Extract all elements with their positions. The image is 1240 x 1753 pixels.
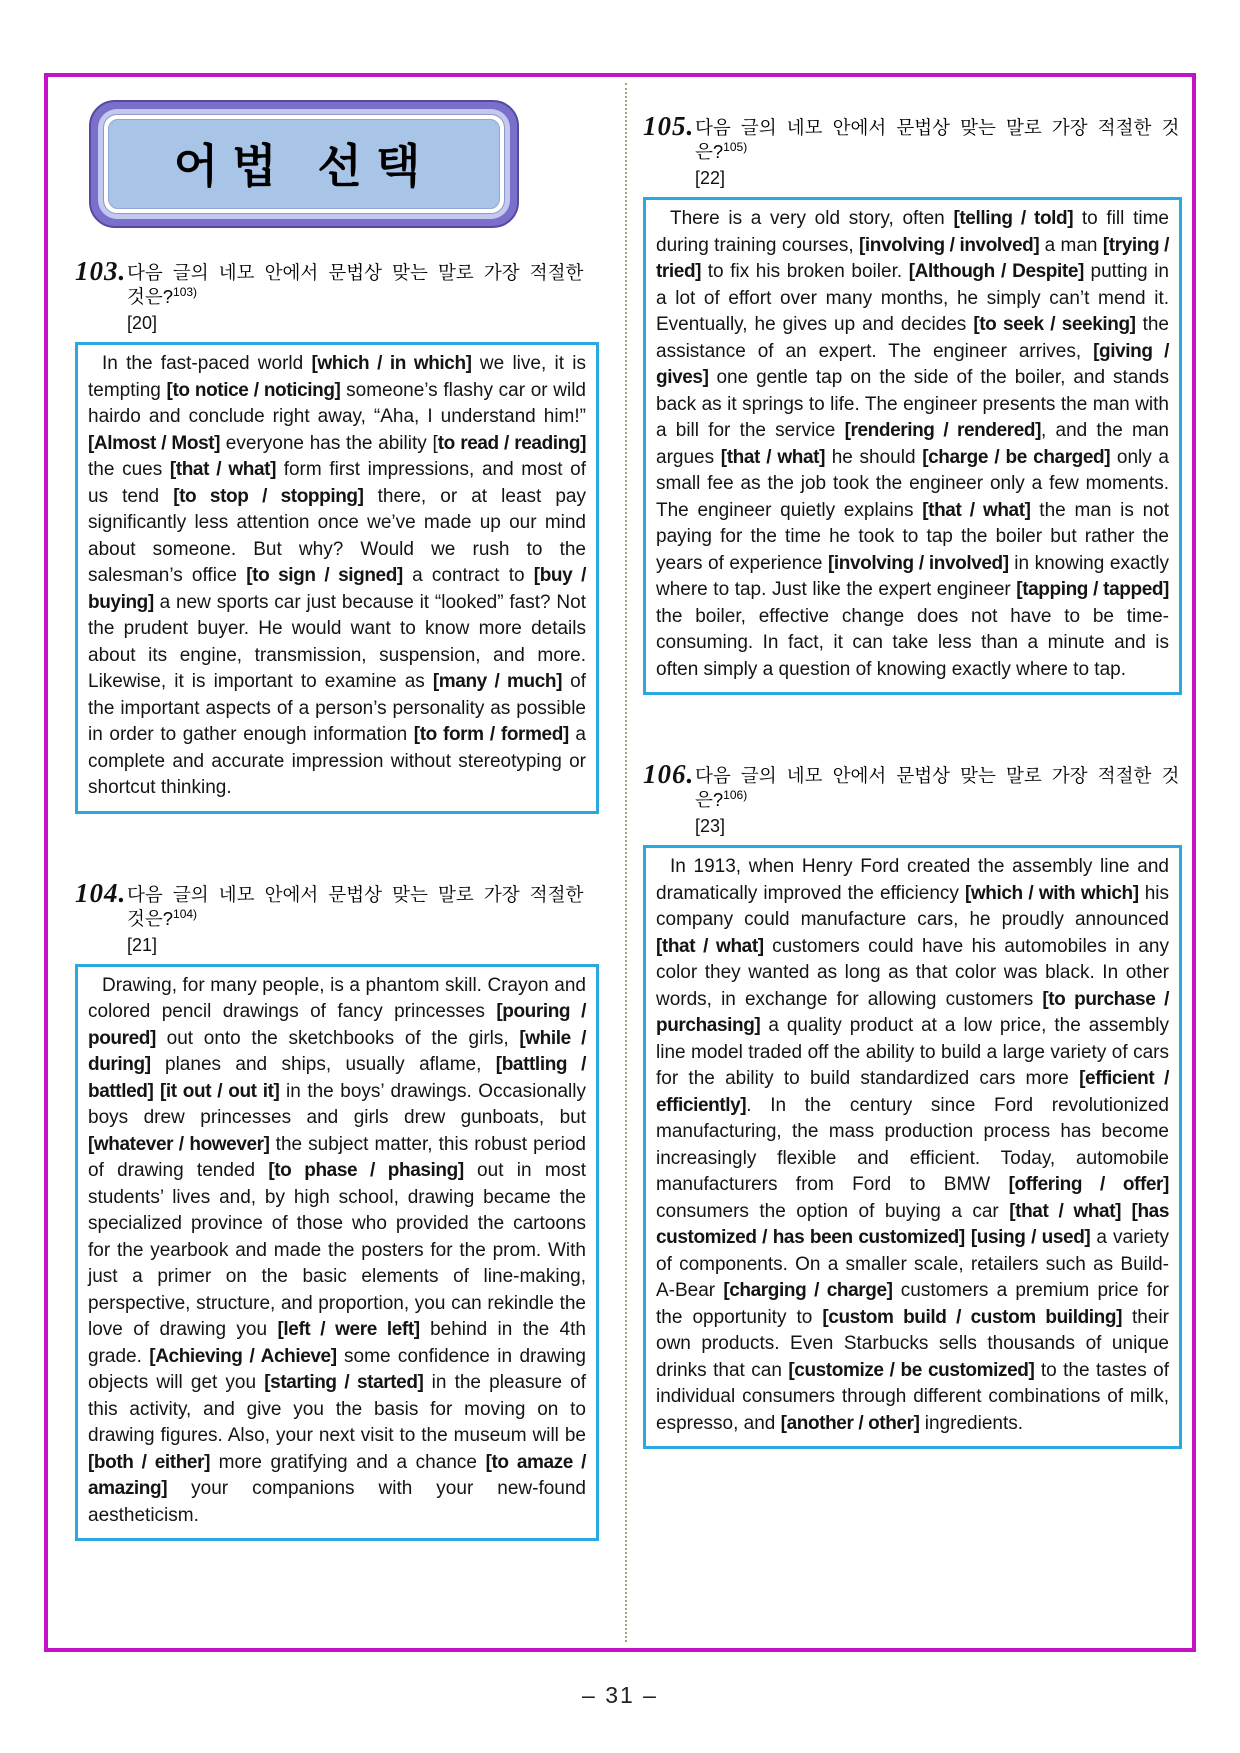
passage-text: ingredients. xyxy=(919,1412,1024,1434)
passage-text: your companions with your new-found aestheticism. xyxy=(88,1478,586,1526)
passage-text: their own products. Even Starbucks sells thousands of unique drinks that can xyxy=(656,1306,1169,1381)
grammar-choice: [efficient / efficiently] xyxy=(656,1068,1170,1116)
right-column xyxy=(627,77,1192,1648)
passage-box xyxy=(75,342,599,814)
passage-text: a contract to xyxy=(402,565,534,586)
grammar-choice: [which / in which] xyxy=(311,353,472,374)
passage-text: customers a premium price for the opportunity to xyxy=(656,1280,1169,1328)
question-tag: [23] xyxy=(695,816,726,836)
passage-text: to the tastes of individual consumers through different combinations of milk, espresso, and xyxy=(656,1359,1169,1434)
title-banner-mid-ring xyxy=(98,109,510,219)
question-tag: [20] xyxy=(127,313,158,333)
passage-text: a variety of components. On a smaller scale, retailers such as Build-A-Bear xyxy=(656,1227,1170,1301)
question-106-header xyxy=(643,761,1182,838)
grammar-choice: to read / reading] xyxy=(437,432,586,454)
passage-box xyxy=(75,964,599,1542)
prompt-text: 다음 글의 네모 안에서 문법상 맞는 말로 가장 적절한 것은? xyxy=(127,883,584,929)
passage-text: Drawing, for many people, is a phantom skill. Crayon and colored pencil drawings of fancy princesses xyxy=(88,974,586,1022)
grammar-choice: [both / either] xyxy=(88,1451,211,1473)
page-number: – 31 – xyxy=(582,1682,658,1708)
prompt-text: 다음 글의 네모 안에서 문법상 맞는 말로 가장 적절한 것은? xyxy=(127,262,584,307)
passage-text: there, or at least pay significantly less attention once we’ve made up our mind about someone. But why? Would we rush to the salesman’s office xyxy=(88,485,586,586)
passage-text: one gentle tap on the side of the boiler, and stands back as it springs to life. The engineer presents the man with a bill for the service xyxy=(656,367,1169,441)
grammar-choice: [whatever / however] xyxy=(88,1133,270,1155)
passage-text: we live, it is tempting xyxy=(88,353,586,401)
grammar-choice: [giving / gives] xyxy=(656,340,1170,388)
footnote-marker: 103) xyxy=(173,284,198,299)
grammar-choice: [charge / be charged] xyxy=(922,446,1111,468)
passage-text xyxy=(1121,1201,1131,1222)
passage-text: out onto the sketchbooks of the girls, xyxy=(155,1027,520,1049)
passage-box xyxy=(643,845,1182,1449)
passage-text: form first impressions, and most of us tend xyxy=(88,459,586,507)
grammar-choice: [another / other] xyxy=(780,1412,920,1434)
footnote-marker: 105) xyxy=(723,139,748,154)
passage-text: the subject matter, this robust period of drawing tended xyxy=(88,1133,586,1181)
question-prompt-wrap xyxy=(695,761,1182,838)
grammar-choice: [to purchase / purchasing] xyxy=(656,988,1169,1036)
passage-text: of the important aspects of a person’s personality as possible in order to gather enough information xyxy=(88,671,586,745)
prompt-text: 다음 글의 네모 안에서 문법상 맞는 말로 가장 적절한 것은? xyxy=(695,117,1180,162)
question-prompt xyxy=(127,884,583,929)
passage-text: , and the man argues xyxy=(656,420,1169,468)
grammar-choice: [offering / offer] xyxy=(1008,1174,1169,1195)
grammar-choice: [involving / involved] xyxy=(827,552,1009,574)
grammar-choice: [to phase / phasing] xyxy=(268,1160,464,1181)
grammar-choice: [to notice / noticing] xyxy=(166,379,341,401)
grammar-choice: [pouring / poured] xyxy=(88,1001,586,1049)
grammar-choice: [Although / Despite] xyxy=(908,261,1084,282)
passage-text: only a small fee as the job took the engineer only a few moments. The engineer quietly explains xyxy=(656,446,1170,521)
passage-text: the man is not paying for the time he took to tap the boiler but rather the years of experience xyxy=(656,499,1169,574)
grammar-choice: [rendering / rendered] xyxy=(844,420,1042,441)
grammar-choice: [battling / battled] xyxy=(88,1054,586,1102)
page-title: 어법 선택 xyxy=(173,140,435,192)
passage-text: There is a very old story, often xyxy=(670,208,954,229)
grammar-choice: [buy / buying] xyxy=(88,565,586,613)
grammar-choice: [while / during] xyxy=(88,1027,586,1075)
page-border-frame xyxy=(44,73,1196,1652)
passage-box xyxy=(643,197,1182,695)
passage-text: in knowing exactly where to tap. Just like the expert engineer xyxy=(656,552,1170,600)
grammar-choice: [it out / out it] xyxy=(159,1080,280,1102)
grammar-choice: [to form / formed] xyxy=(413,724,569,745)
grammar-choice: [many / much] xyxy=(432,671,563,692)
footnote-marker: 106) xyxy=(723,787,748,802)
left-column xyxy=(48,77,625,1648)
passage-text: putting in a lot of effort over many months, he simply can’t mend it. Eventually, he gives up and decides xyxy=(656,261,1169,335)
grammar-choice: [that / what] xyxy=(922,499,1031,521)
passage-text: to fix his broken boiler. xyxy=(701,261,909,282)
passage-text: consumers the option of buying a car xyxy=(656,1200,1010,1222)
grammar-choice: [starting / started] xyxy=(264,1372,424,1393)
question-103-header xyxy=(75,258,599,335)
passage-text: customers could have his automobiles in any color they wanted as long as that color was black. In other words, in exchange for allowing customers xyxy=(656,935,1169,1010)
passage-text: someone’s flashy car or wild hairdo and conclude right away, “Aha, I understand him!” xyxy=(88,379,586,427)
grammar-choice: [tapping / tapped] xyxy=(1016,579,1169,600)
grammar-choice: [that / what] xyxy=(1009,1200,1122,1222)
question-prompt xyxy=(695,765,1179,810)
question-prompt-wrap xyxy=(127,880,599,957)
question-105-header xyxy=(643,113,1182,190)
grammar-choice: [Achieving / Achieve] xyxy=(149,1345,337,1367)
grammar-choice: [telling / told] xyxy=(953,208,1074,229)
passage-text: In 1913, when Henry Ford created the assembly line and dramatically improved the efficiency xyxy=(656,856,1169,904)
passage-text: the assistance of an expert. The engineer arrives, xyxy=(656,314,1169,362)
grammar-choice: [to stop / stopping] xyxy=(173,485,364,507)
question-number: 104. xyxy=(75,877,127,908)
grammar-choice: [that / what] xyxy=(720,446,826,468)
question-prompt-wrap xyxy=(127,258,599,335)
question-number: 103. xyxy=(75,256,127,286)
grammar-choice: [that / what] xyxy=(169,459,277,480)
passage-text: behind in the 4th grade. xyxy=(88,1319,586,1367)
grammar-choice: [custom build / custom building] xyxy=(822,1306,1122,1328)
two-column-layout xyxy=(48,77,1192,1648)
title-banner xyxy=(89,100,519,228)
grammar-choice: [trying / tried] xyxy=(656,234,1169,282)
passage-text: a complete and accurate impression without stereotyping or shortcut thinking. xyxy=(88,724,586,798)
footnote-marker: 104) xyxy=(173,906,198,921)
passage-text: a new sports car just because it “looked” fast? Not the prudent buyer. He would want to know more details about its engine, transmission, suspension, and more. Likewise, it is important to examine as xyxy=(88,591,586,692)
passage-text: in the boys’ drawings. Occasionally boys drew princesses and girls drew gunboats, but xyxy=(88,1080,586,1128)
question-number: 105. xyxy=(643,111,695,141)
question-106 xyxy=(643,761,1182,1449)
grammar-choice: [to amaze / amazing] xyxy=(88,1451,586,1499)
question-prompt xyxy=(695,117,1179,162)
passage-text: in the pleasure of this activity, and give you the basis for moving on to drawing figures. Also, your next visit to the museum will be xyxy=(88,1372,586,1446)
question-105 xyxy=(643,113,1182,695)
passage-text: the cues xyxy=(88,459,170,480)
passage-text: out in most students’ lives and, by high school, drawing became the specialized province of those who provided the cartoons for the yearbook and made the posters for the prom. With just a primer on the basic elements of line-making, perspective, structure, and proportion, you can rekindle the love of drawing you xyxy=(88,1160,586,1340)
question-tag: [22] xyxy=(695,168,726,188)
question-prompt xyxy=(127,262,583,307)
grammar-choice: [customize / be customized] xyxy=(788,1359,1035,1381)
passage-text: planes and ships, usually aflame, xyxy=(150,1054,496,1075)
grammar-choice: [which / with which] xyxy=(964,882,1139,904)
passage-text: In the fast-paced world xyxy=(102,353,312,374)
grammar-choice: [has customized / has been customized] xyxy=(656,1200,1169,1248)
grammar-choice: [left / were left] xyxy=(277,1319,420,1340)
grammar-choice: [to seek / seeking] xyxy=(973,314,1136,335)
passage-text: he should xyxy=(825,446,923,468)
grammar-choice: [Almost / Most] xyxy=(88,432,221,454)
grammar-choice: [charging / charge] xyxy=(723,1280,893,1301)
passage-text: . In the century since Ford revolutionized manufacturing, the mass production process has become increasingly flexible and efficient. Today, automobile manufacturers from Ford to BMW xyxy=(656,1094,1169,1195)
question-104-header xyxy=(75,877,599,957)
question-103 xyxy=(75,258,599,814)
title-banner-inner xyxy=(108,119,500,209)
grammar-choice: [using / used] xyxy=(970,1227,1091,1248)
passage-text: more gratifying and a chance xyxy=(210,1451,486,1473)
grammar-choice: [that / what] xyxy=(656,935,764,957)
title-banner-white-ring xyxy=(103,114,505,214)
passage-text: a quality product at a low price, the assembly line model traded off the ability to build a large variety of cars for the ability to build standardized cars more xyxy=(656,1015,1169,1089)
question-number: 106. xyxy=(643,759,695,789)
prompt-text: 다음 글의 네모 안에서 문법상 맞는 말로 가장 적절한 것은? xyxy=(695,765,1180,810)
question-tag: [21] xyxy=(127,934,158,955)
question-prompt-wrap xyxy=(695,113,1182,190)
grammar-choice: [to sign / signed] xyxy=(246,565,403,586)
passage-text: to fill time during training courses, xyxy=(656,208,1169,256)
grammar-choice: [involving / involved] xyxy=(858,234,1040,256)
passage-text: a man xyxy=(1039,234,1103,256)
passage-text: the boiler, effective change does not have to be time-consuming. In fact, it can take less than a minute and is often simply a question of knowing exactly where to tap. xyxy=(656,605,1169,680)
passage-text: his company could manufacture cars, he proudly announced xyxy=(656,882,1169,930)
question-104 xyxy=(75,877,599,1542)
passage-text: everyone has the ability [ xyxy=(220,432,438,454)
passage-text: some confidence in drawing objects will get you xyxy=(88,1345,586,1393)
